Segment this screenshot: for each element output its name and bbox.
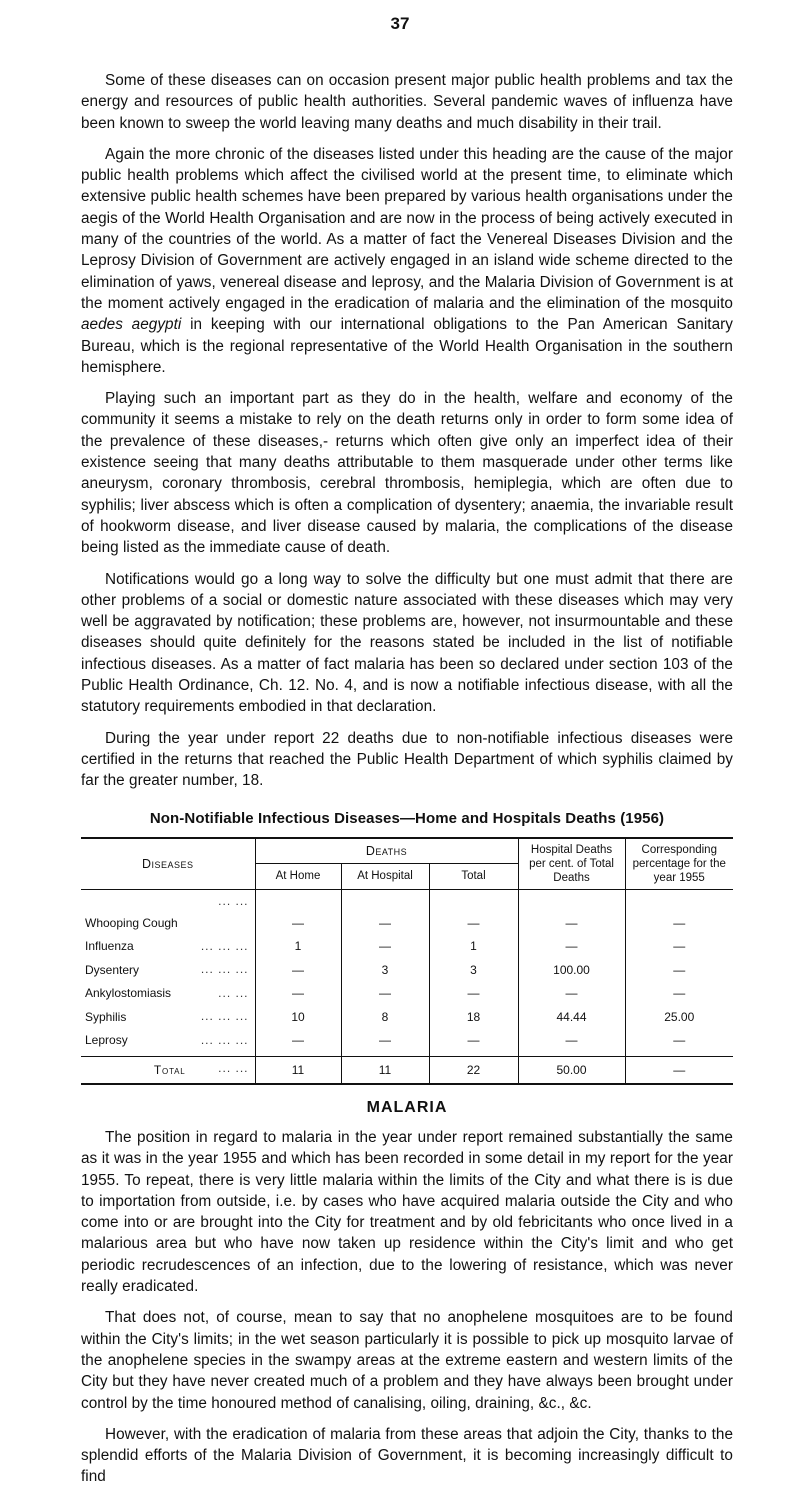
total-label: Total ... ... (81, 1057, 255, 1085)
paragraph-4: Notifications would go a long way to solve the difficulty but one must admit that there are other problems of a social or domestic nature associated with these diseases which may very well be aggravated by notification; these problems are, however, not insurmountable and these diseases should quite definitely for the reasons stated be included in the list of notifiable infectious diseases. As a matter of fact malaria has been so declared under section 103 of the Public Health Ordinance, Ch. 12. No. 4, and is now a notifiable infectious disease, with all the statutory requirements embodied in that declaration. (81, 570, 733, 716)
prev-year-pct: — (625, 982, 733, 1006)
total-total: 22 (429, 1057, 518, 1085)
total-prev: — (625, 1057, 733, 1085)
hospital-pct: — (518, 889, 625, 935)
header-diseases: Diseases (81, 838, 255, 890)
paragraph-1: Some of these diseases can on occasion present major public health problems and tax the energy and resources of public health authorities. Several pandemic waves of influenza have been known to sweep the world leaving many deaths and much disability in their trail. (81, 72, 733, 132)
header-deaths: Deaths (255, 838, 518, 864)
header-total: Total (429, 864, 518, 889)
paragraph-2 (81, 144, 733, 378)
deaths-total: — (429, 982, 518, 1006)
total-home: 11 (255, 1057, 341, 1085)
deaths-home: 10 (255, 1005, 341, 1029)
prev-year-pct: 25.00 (625, 1005, 733, 1029)
species-name: aedes aegypti (81, 316, 182, 334)
hospital-pct: 100.00 (518, 958, 625, 982)
deaths-total: — (429, 889, 518, 935)
header-at-hospital: At Hospital (341, 864, 429, 889)
deaths-home: — (255, 1029, 341, 1057)
deaths-hospital: 3 (341, 958, 429, 982)
paragraph-2-tail: in keeping with our international obligations to the Pan American Sanitary Bureau, which is the regional representative of the World Health Organisation in the southern hemisphere. (81, 316, 733, 376)
deaths-home: — (255, 958, 341, 982)
prev-year-pct: — (625, 889, 733, 935)
disease-name: Leprosy ... ... ... (85, 1032, 249, 1048)
table-row (81, 889, 733, 935)
deaths-home: — (255, 889, 341, 935)
deaths-home: 1 (255, 935, 341, 959)
deaths-table (81, 837, 733, 1086)
deaths-hospital: — (341, 1029, 429, 1057)
header-at-home: At Home (255, 864, 341, 889)
hospital-pct: — (518, 982, 625, 1006)
total-hospital: 11 (341, 1057, 429, 1085)
hospital-pct: — (518, 1029, 625, 1057)
header-corresponding: Corresponding percentage for the year 1955 (625, 838, 733, 890)
header-hospital-pct: Hospital Deaths per cent. of Total Deaths (518, 838, 625, 890)
malaria-paragraph-1: The position in regard to malaria in the year under report remained substantially the same as it was in the year 1955 and which has been recorded in some detail in my report for the year 1955. To repeat, there is very little malaria within the limits of the City and what there is is due to importation from outside, i.e. by cases who have acquired malaria outside the City and who come into or are brought into the City for treatment and by old febricitants who once lived in a malarious area but who have now taken up residence within the City's limit and who get periodic recrudescences of an infection, due to the lowering of resistance, which was never really eradicated. (81, 1129, 733, 1296)
table-row (81, 1029, 733, 1057)
disease-name: Influenza ... ... ... (85, 938, 249, 954)
section-heading-malaria: MALARIA (366, 1099, 448, 1116)
disease-name: Whooping Cough ... ... (85, 893, 249, 930)
disease-name: Syphilis ... ... ... (85, 1009, 249, 1024)
prev-year-pct: — (625, 958, 733, 982)
deaths-hospital: — (341, 982, 429, 1006)
page-content (81, 70, 733, 1498)
deaths-hospital: — (341, 935, 429, 959)
table-row (81, 1005, 733, 1029)
paragraph-3: Playing such an important part as they do in the health, welfare and economy of the community it seems a mistake to rely on the death returns only in order to form some idea of the prevalence of these diseases,- returns which often give only an imperfect idea of their existence seeing that many deaths attributable to them masquerade under other terms like aneurysm, coronary thrombosis, cerebral thrombosis, hemiplegia, which are often due to syphilis; liver abscess which is often a complication of dysentery; anaemia, the invariable result of hookworm disease, and liver disease caused by malaria, the complications of the disease being listed as the immediate cause of death. (81, 390, 733, 557)
malaria-paragraph-3: However, with the eradication of malaria from these areas that adjoin the City, thanks to the splendid efforts of the Malaria Division of Government, it is becoming increasingly difficult to find (81, 1425, 733, 1486)
deaths-total: 1 (429, 935, 518, 959)
paragraph-2-text: Again the more chronic of the diseases listed under this heading are the cause of the major public health problems which affect the civilised world at the present time, to eliminate which extensive public health schemes have been prepared by various health organisations under the aegis of the World Health Organisation and are now in the process of being actively executed in many of the countries of the world. As a matter of fact the Venereal Diseases Division and the Leprosy Division of Government are actively engaged in an island wide scheme directed to the elimination of yaws, venereal disease and leprosy, and the Malaria Division of Government is at the moment actively engaged in the eradication of malaria and the elimination of the mosquito (81, 145, 733, 312)
deaths-hospital: — (341, 889, 429, 935)
hospital-pct: — (518, 935, 625, 959)
table-title: Non-Notifiable Infectious Diseases—Home and Hospitals Deaths (1956) (149, 809, 665, 827)
hospital-pct: 44.44 (518, 1005, 625, 1029)
table-total-row (81, 1057, 733, 1085)
page-number: 37 (390, 14, 410, 33)
deaths-hospital: 8 (341, 1005, 429, 1029)
prev-year-pct: — (625, 935, 733, 959)
table-row (81, 958, 733, 982)
table-row (81, 935, 733, 959)
deaths-total: — (429, 1029, 518, 1057)
deaths-total: 18 (429, 1005, 518, 1029)
disease-name: Ankylostomiasis ... ... (85, 985, 249, 1001)
prev-year-pct: — (625, 1029, 733, 1057)
deaths-total: 3 (429, 958, 518, 982)
deaths-home: — (255, 982, 341, 1006)
table-row (81, 982, 733, 1006)
paragraph-5: During the year under report 22 deaths due to non-notifiable infectious diseases were certified in the returns that reached the Public Health Department of which syphilis claimed by far the greater number, 18. (81, 729, 733, 790)
disease-name: Dysentery ... ... ... (85, 962, 249, 977)
total-pct: 50.00 (518, 1057, 625, 1085)
malaria-paragraph-2: That does not, of course, mean to say that no anophelene mosquitoes are to be found within the City's limits; in the wet season particularly it is possible to pick up mosquito larvae of the anophelene species in the swampy areas at the extreme eastern and western limits of the City but they have never created much of a problem and they have always been brought under control by the time honoured method of canalising, oiling, draining, &c., &c. (81, 1309, 733, 1412)
